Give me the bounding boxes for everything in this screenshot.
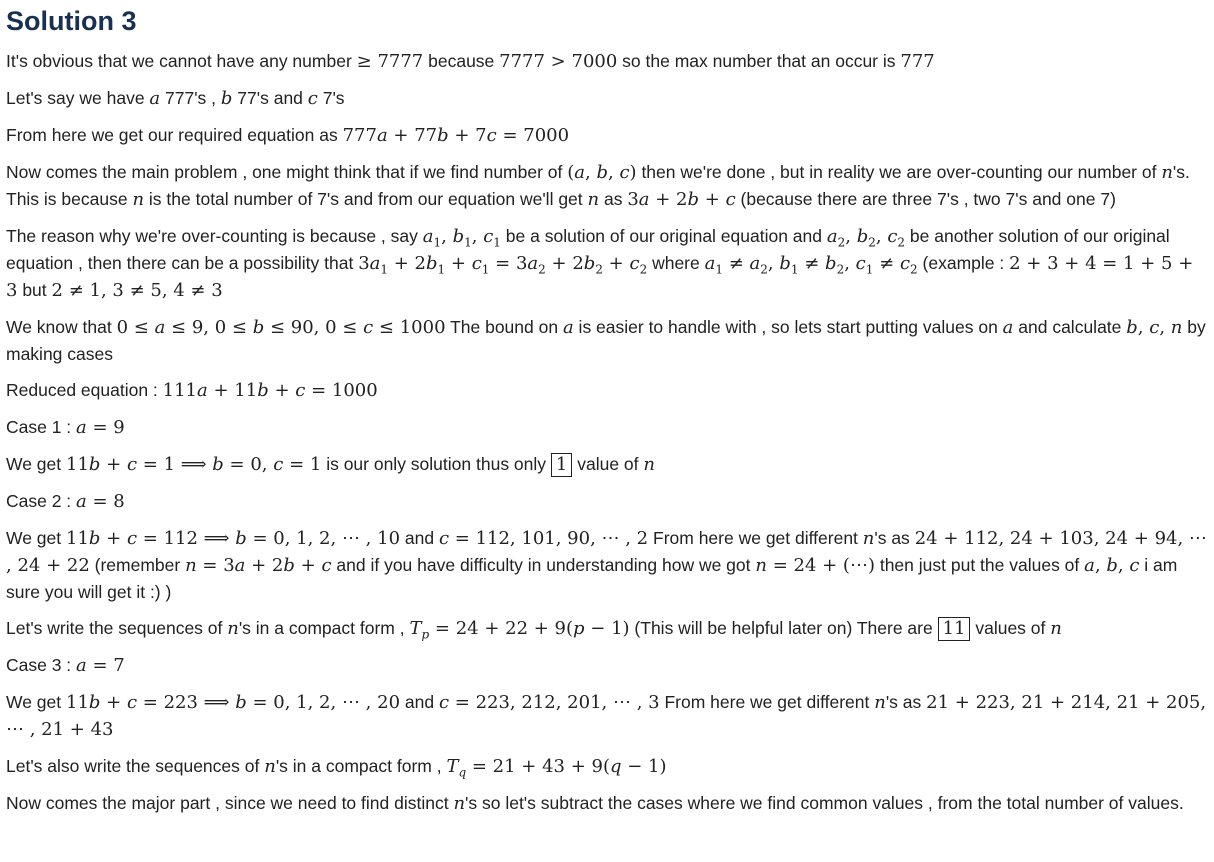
paragraph-9: We get 11b + c = 112 ⟹ b = 0, 1, 2, ⋯ , 10 and c = 112, 101, 90, ⋯ , 2 From here we get different n's as 24 + 112, 24 + 103, 24 + 94, ⋯ , 24 + 22 (remember n = 3a + 2b + c and if you have difficulty in understanding how we got n = 24 + (⋯) then just put the values of a, b, c i am sure you will get it :) )	[6, 528, 1207, 602]
paragraph-8: We get 11b + c = 1 ⟹ b = 0, c = 1 is our only solution thus only 1 value of n	[6, 454, 655, 475]
case-3-heading: Case 3 : a = 7	[6, 655, 125, 676]
paragraph-4: Now comes the main problem , one might think that if we find number of (a, b, c) then we're done , but in reality we are over-counting our number of n's. This is because n is the total number of 7's and from our equation we'll get n as 3a + 2b + c (because there are three 7's , two 7's and one 7)	[6, 162, 1190, 210]
boxed-answer: 1	[551, 453, 572, 477]
paragraph-5: The reason why we're over-counting is because , say $a_1$, $b_1$, $c_1$ be a solution of our original equation and $a_2$, $b_2$, $c_2$ be another solution of our original equation , then there can be a possibility that $3a_1 + 2b_1 + c_1 = 3a_2 + 2b_2 + c_2$ where $a_1 \ne a_2$, $b_1 \ne b_2$, $c_1 \ne c_2$ (example : 2 + 3 + 4 = 1 + 5 + 3 but 2 ≠ 1, 3 ≠ 5, 4 ≠ 3	[6, 226, 1194, 301]
paragraph-3: From here we get our required equation as 777a + 77b + 7c = 7000	[6, 125, 570, 146]
paragraph-1: It's obvious that we cannot have any number ≥ 7777 because 7777 > 7000 so the max number that an occur is 777	[6, 51, 935, 72]
paragraph-13: Now comes the major part , since we need to find distinct n's so let's subtract the cases where we find common values , from the total number of values.	[6, 793, 1184, 814]
case-2-heading: Case 2 : a = 8	[6, 491, 125, 512]
boxed-answer: 11	[938, 617, 971, 641]
paragraph-6: We know that 0 ≤ a ≤ 9, 0 ≤ b ≤ 90, 0 ≤ c ≤ 1000 The bound on a is easier to handle with , so lets start putting values on a and calculate b, c, n by making cases	[6, 317, 1206, 364]
paragraph-2: Let's say we have a 777's , b 77's and c 7's	[6, 88, 345, 109]
section-title: Solution 3	[6, 6, 137, 36]
case-1-heading: Case 1 : a = 9	[6, 417, 125, 438]
paragraph-10: Let's write the sequences of n's in a compact form , $T_p = 24 + 22 + 9(p - 1)$ (This will be helpful later on) There are 11 values of n	[6, 618, 1062, 642]
paragraph-12: Let's also write the sequences of n's in a compact form , $T_q = 21 + 43 + 9(q - 1)$	[6, 756, 667, 780]
paragraph-7: Reduced equation : 111a + 11b + c = 1000	[6, 380, 378, 401]
paragraph-11: We get 11b + c = 223 ⟹ b = 0, 1, 2, ⋯ , 20 and c = 223, 212, 201, ⋯ , 3 From here we get different n's as 21 + 223, 21 + 214, 21 + 205, ⋯ , 21 + 43	[6, 692, 1207, 740]
